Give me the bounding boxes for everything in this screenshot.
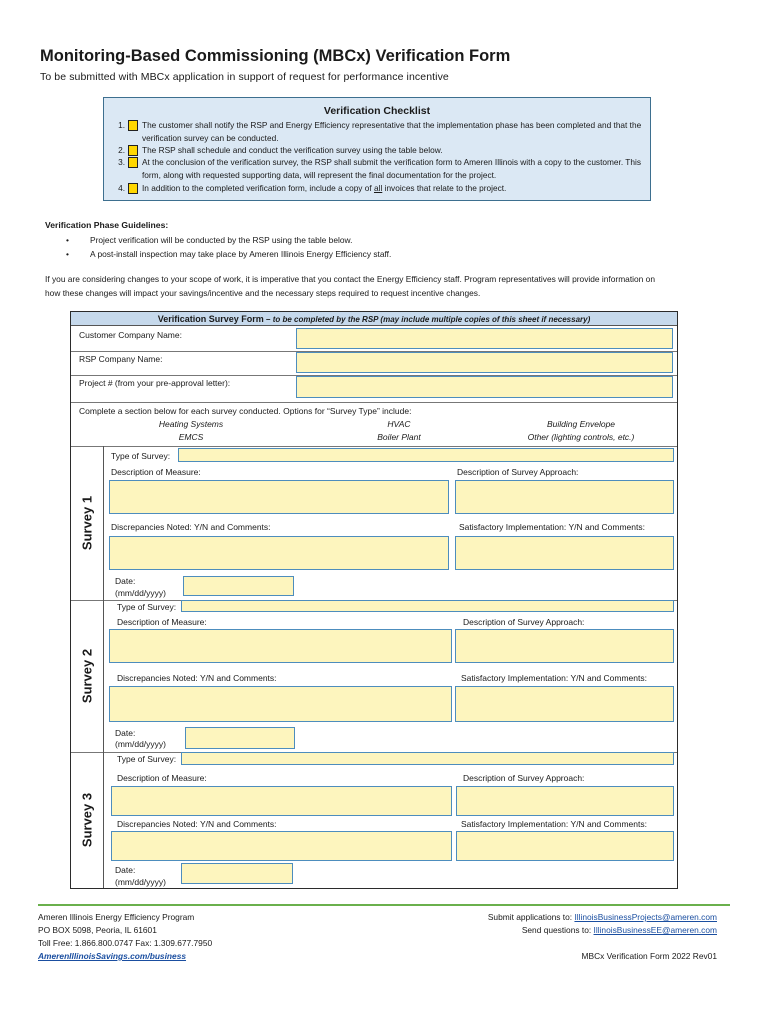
approach-label: Description of Survey Approach: [463,773,585,783]
survey-1-discrepancies-field[interactable] [109,536,449,570]
footer-submit: Submit applications to: IllinoisBusinessProjects@ameren.com [487,912,717,922]
survey-2-section [71,600,104,752]
survey-2-label: Survey 2 [79,648,95,704]
date-format-label: (mm/dd/yyyy) [115,739,166,749]
project-number-field[interactable] [296,376,673,398]
footer-phone: Toll Free: 1.866.800.0747 Fax: 1.309.677.7950 [38,938,213,948]
date-label: Date: [115,865,136,875]
submit-email-link[interactable]: IllinoisBusinessProjects@ameren.com [574,912,717,922]
customer-company-field[interactable] [296,328,673,349]
survey-option: Heating Systems [158,419,224,429]
survey-option: HVAC [387,419,411,429]
footer-address: PO BOX 5098, Peoria, IL 61601 [38,925,157,935]
discrepancies-label: Discrepancies Noted: Y/N and Comments: [111,522,271,532]
checkbox[interactable] [128,120,138,131]
satisfactory-label: Satisfactory Implementation: Y/N and Comments: [461,819,647,829]
survey-3-type-field[interactable] [181,752,674,765]
notice-paragraph: If you are considering changes to your scope of work, it is imperative that you contact the Energy Efficiency staff. Program representatives will provide information on how these changes will impact your savings/incentive and the necessary steps required to request incentive changes. [45,274,655,298]
verification-checklist: Verification Checklist 1. The customer shall notify the RSP and Energy Efficiency representative that the implementation phase has been completed and that the verification survey can be conducted. 2. The RSP shall schedule and conduct the verification survey using the table below. 3. At the conclusion of the verification survey, the RSP shall submit the verification form to Ameren Illinois with a copy to the customer. This form, along with requested supporting data, will represent the final documentation for the project. 4. In addition to the completed verification form, include a copy of all invoices that relate to the project. [103,97,651,201]
measure-label: Description of Measure: [117,773,207,783]
survey-option: Boiler Plant [377,432,421,442]
survey-intro: Complete a section below for each survey conducted. Options for “Survey Type” include: [79,406,412,416]
survey-3-date-field[interactable] [181,863,293,884]
form-id: MBCx Verification Form 2022 Rev01 [581,951,717,961]
checkbox[interactable] [128,183,138,194]
survey-option: Other (lighting controls, etc.) [527,432,635,442]
survey-2-approach-field[interactable] [455,629,674,663]
rsp-company-field[interactable] [296,352,673,373]
questions-email-link[interactable]: IllinoisBusinessEE@ameren.com [593,925,717,935]
approach-label: Description of Survey Approach: [463,617,585,627]
survey-2-discrepancies-field[interactable] [109,686,452,722]
survey-1-section [71,446,104,600]
footer-website-link[interactable]: AmerenIllinoisSavings.com/business [38,951,187,961]
survey-2-type-field[interactable] [181,600,674,612]
survey-3-measure-field[interactable] [111,786,452,816]
survey-3-discrepancies-field[interactable] [111,831,452,861]
customer-company-label: Customer Company Name: [79,330,182,340]
satisfactory-label: Satisfactory Implementation: Y/N and Comments: [459,522,645,532]
date-format-label: (mm/dd/yyyy) [115,588,166,598]
checkbox[interactable] [128,157,138,168]
survey-1-satisfactory-field[interactable] [455,536,674,570]
survey-1-type-field[interactable] [178,448,674,462]
approach-label: Description of Survey Approach: [457,467,579,477]
survey-2-satisfactory-field[interactable] [455,686,674,722]
survey-option: EMCS [178,432,204,442]
survey-1-measure-field[interactable] [109,480,449,514]
survey-type-label: Type of Survey: [117,602,177,612]
survey-2-date-field[interactable] [185,727,295,749]
date-format-label: (mm/dd/yyyy) [115,877,166,887]
discrepancies-label: Discrepancies Noted: Y/N and Comments: [117,819,277,829]
discrepancies-label: Discrepancies Noted: Y/N and Comments: [117,673,277,683]
satisfactory-label: Satisfactory Implementation: Y/N and Comments: [461,673,647,683]
survey-3-satisfactory-field[interactable] [456,831,674,861]
survey-option: Building Envelope [546,419,616,429]
checklist-title: Verification Checklist [323,105,431,117]
form-header: Verification Survey Form – to be completed by the RSP (may include multiple copies of this sheet if necessary) [71,312,677,326]
date-label: Date: [115,576,136,586]
project-number-label: Project # (from your pre-approval letter): [79,378,231,388]
measure-label: Description of Measure: [111,467,201,477]
survey-1-approach-field[interactable] [455,480,674,514]
rsp-company-label: RSP Company Name: [79,354,163,364]
page-subtitle: To be submitted with MBCx application in support of request for performance incentive [40,71,449,83]
survey-3-section [71,752,104,888]
verification-survey-form [70,311,678,889]
survey-1-label: Survey 1 [79,495,95,551]
survey-type-label: Type of Survey: [117,754,177,764]
survey-3-approach-field[interactable] [456,786,674,816]
page-title: Monitoring-Based Commissioning (MBCx) Verification Form [40,47,511,65]
guidelines-title: Verification Phase Guidelines: [45,220,169,230]
footer-questions: Send questions to: IllinoisBusinessEE@ameren.com [521,925,717,935]
date-label: Date: [115,728,136,738]
survey-1-date-field[interactable] [183,576,294,596]
survey-3-label: Survey 3 [79,792,95,848]
footer-divider [38,904,730,906]
footer-org: Ameren Illinois Energy Efficiency Program [38,912,195,922]
survey-type-label: Type of Survey: [111,451,171,461]
checkbox[interactable] [128,145,138,156]
measure-label: Description of Measure: [117,617,207,627]
survey-2-measure-field[interactable] [109,629,452,663]
